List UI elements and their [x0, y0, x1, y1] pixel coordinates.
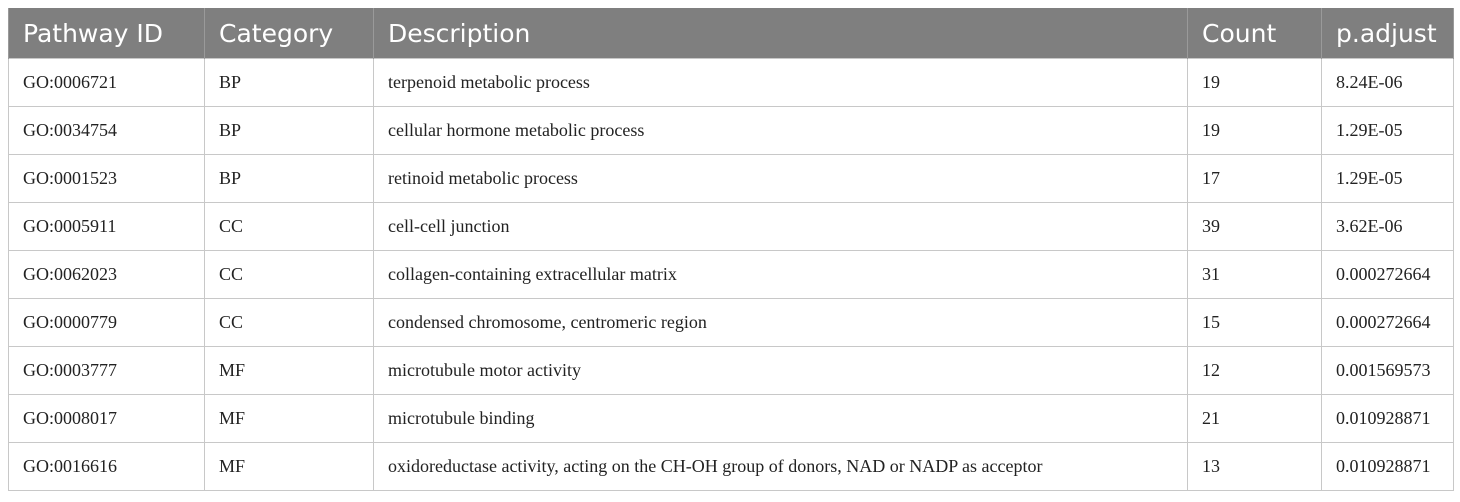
- cell-count: 13: [1188, 443, 1322, 491]
- header-category: Category: [205, 8, 374, 59]
- cell-count: 19: [1188, 107, 1322, 155]
- cell-p-adjust: 0.000272664: [1322, 251, 1454, 299]
- cell-p-adjust: 3.62E-06: [1322, 203, 1454, 251]
- cell-pathway-id: GO:0034754: [9, 107, 205, 155]
- cell-description: cellular hormone metabolic process: [374, 107, 1188, 155]
- header-description: Description: [374, 8, 1188, 59]
- cell-count: 31: [1188, 251, 1322, 299]
- cell-category: CC: [205, 251, 374, 299]
- cell-p-adjust: 0.010928871: [1322, 443, 1454, 491]
- cell-description: cell-cell junction: [374, 203, 1188, 251]
- table-body: [9, 59, 1454, 491]
- table-row: [9, 299, 1454, 347]
- cell-count: 12: [1188, 347, 1322, 395]
- cell-pathway-id: GO:0000779: [9, 299, 205, 347]
- cell-description: terpenoid metabolic process: [374, 59, 1188, 107]
- cell-pathway-id: GO:0062023: [9, 251, 205, 299]
- table-row: [9, 251, 1454, 299]
- table-row: [9, 395, 1454, 443]
- cell-description: microtubule motor activity: [374, 347, 1188, 395]
- table-row: [9, 203, 1454, 251]
- table-row: [9, 59, 1454, 107]
- cell-pathway-id: GO:0008017: [9, 395, 205, 443]
- header-p-adjust: p.adjust: [1322, 8, 1454, 59]
- cell-description: oxidoreductase activity, acting on the CH-OH group of donors, NAD or NADP as acceptor: [374, 443, 1188, 491]
- go-enrichment-table-container: [8, 8, 1453, 491]
- cell-category: MF: [205, 443, 374, 491]
- cell-description: condensed chromosome, centromeric region: [374, 299, 1188, 347]
- cell-count: 39: [1188, 203, 1322, 251]
- go-enrichment-table: [8, 8, 1454, 491]
- cell-p-adjust: 0.010928871: [1322, 395, 1454, 443]
- cell-description: retinoid metabolic process: [374, 155, 1188, 203]
- cell-category: MF: [205, 347, 374, 395]
- cell-description: microtubule binding: [374, 395, 1188, 443]
- header-pathway-id: Pathway ID: [9, 8, 205, 59]
- cell-category: BP: [205, 59, 374, 107]
- cell-p-adjust: 1.29E-05: [1322, 155, 1454, 203]
- cell-category: CC: [205, 299, 374, 347]
- cell-pathway-id: GO:0001523: [9, 155, 205, 203]
- header-row: [9, 8, 1454, 59]
- cell-count: 15: [1188, 299, 1322, 347]
- cell-pathway-id: GO:0005911: [9, 203, 205, 251]
- cell-category: BP: [205, 155, 374, 203]
- cell-description: collagen-containing extracellular matrix: [374, 251, 1188, 299]
- cell-p-adjust: 0.001569573: [1322, 347, 1454, 395]
- cell-count: 17: [1188, 155, 1322, 203]
- cell-pathway-id: GO:0006721: [9, 59, 205, 107]
- cell-category: MF: [205, 395, 374, 443]
- cell-pathway-id: GO:0003777: [9, 347, 205, 395]
- table-row: [9, 443, 1454, 491]
- table-row: [9, 347, 1454, 395]
- cell-category: CC: [205, 203, 374, 251]
- cell-count: 21: [1188, 395, 1322, 443]
- cell-p-adjust: 0.000272664: [1322, 299, 1454, 347]
- cell-pathway-id: GO:0016616: [9, 443, 205, 491]
- cell-category: BP: [205, 107, 374, 155]
- table-header: [9, 8, 1454, 59]
- table-row: [9, 107, 1454, 155]
- cell-p-adjust: 8.24E-06: [1322, 59, 1454, 107]
- header-count: Count: [1188, 8, 1322, 59]
- cell-p-adjust: 1.29E-05: [1322, 107, 1454, 155]
- cell-count: 19: [1188, 59, 1322, 107]
- table-row: [9, 155, 1454, 203]
